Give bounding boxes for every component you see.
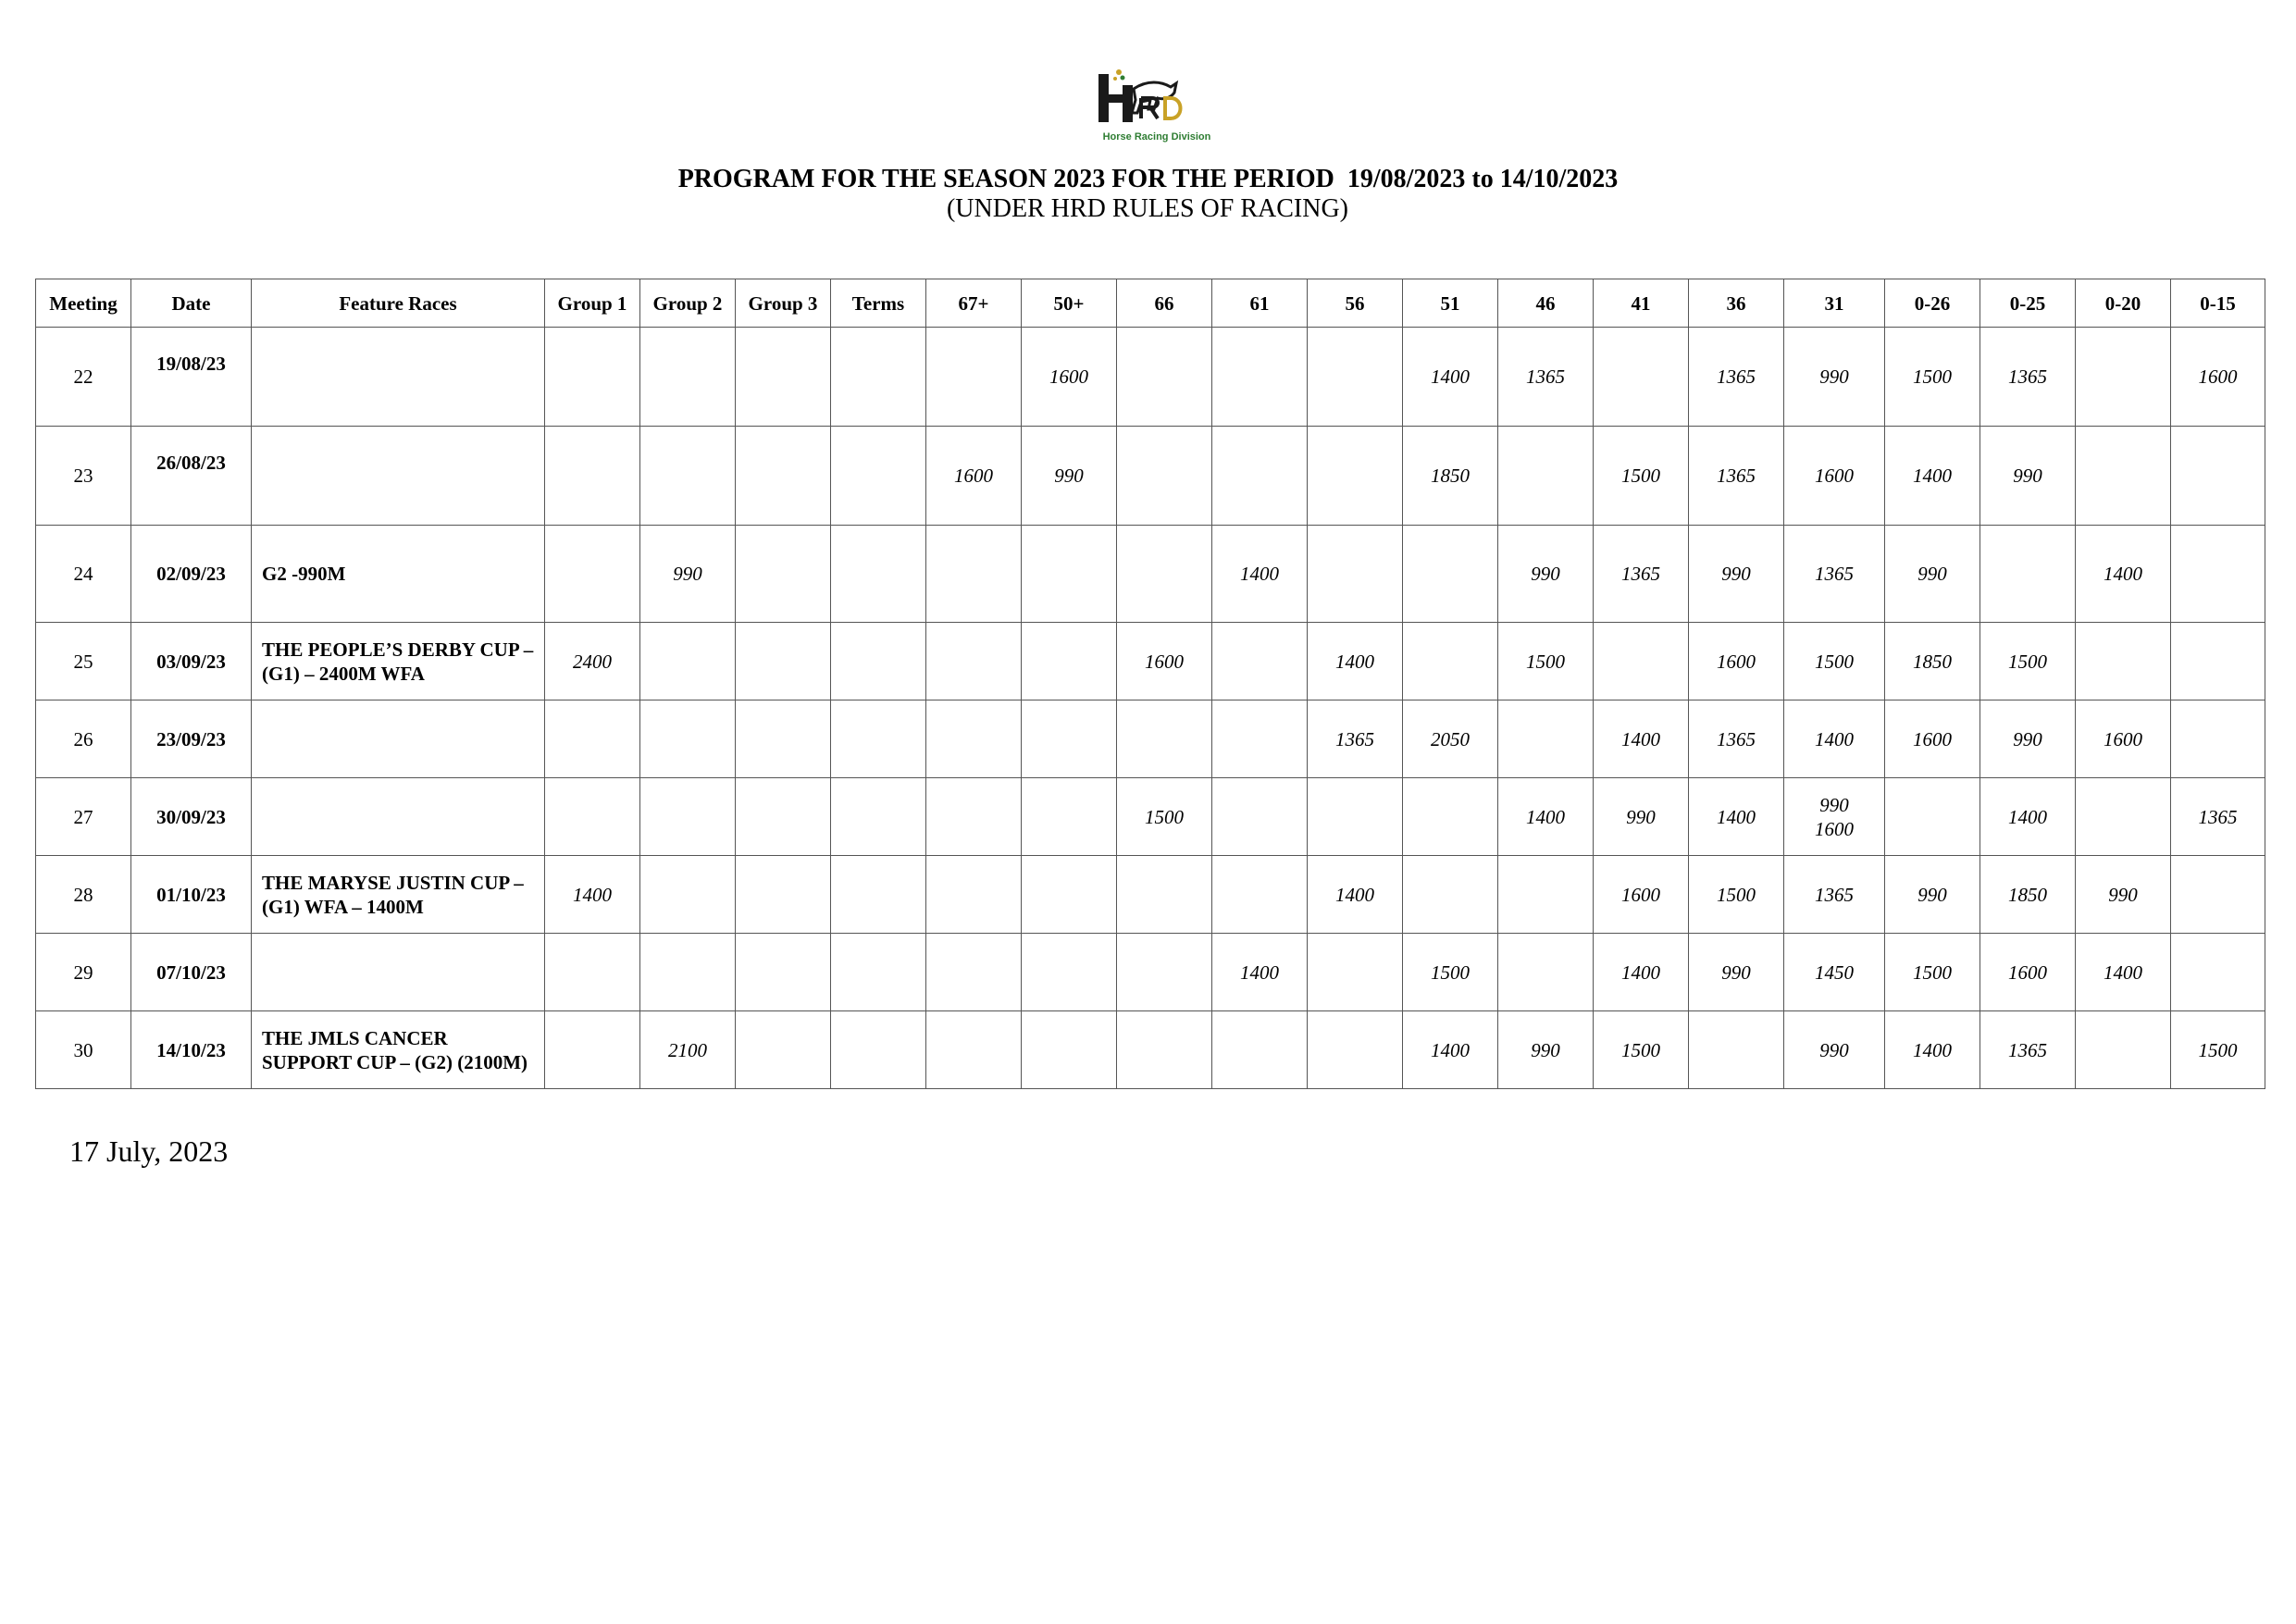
distance-cell <box>640 700 736 778</box>
logo-caption: Horse Racing Division <box>1102 131 1211 143</box>
distance-cell: 1500 <box>1980 623 2076 700</box>
distance-cell <box>831 328 926 427</box>
table-header-row <box>36 279 2265 328</box>
distance-cell: 1365 <box>2171 778 2265 856</box>
column-header: 51 <box>1403 279 1498 328</box>
distance-cell: 1850 <box>1980 856 2076 934</box>
distance-cell <box>736 526 831 623</box>
distance-cell <box>545 526 640 623</box>
distance-cell <box>1022 1011 1117 1089</box>
meeting-cell: 30 <box>36 1011 131 1089</box>
meeting-cell: 29 <box>36 934 131 1011</box>
distance-cell <box>831 1011 926 1089</box>
distance-cell: 1400 <box>1308 856 1403 934</box>
distance-cell: 1400 <box>1885 1011 1980 1089</box>
date-cell: 19/08/23 <box>131 328 252 427</box>
distance-cell: 990 <box>1885 526 1980 623</box>
distance-cell <box>1498 427 1594 526</box>
feature-race-cell: THE PEOPLE’S DERBY CUP – (G1) – 2400M WFA <box>252 623 545 700</box>
distance-cell <box>736 1011 831 1089</box>
race-program-table <box>35 279 2265 1089</box>
distance-cell: 1400 <box>545 856 640 934</box>
distance-cell: 1500 <box>1885 934 1980 1011</box>
column-header: 0-15 <box>2171 279 2265 328</box>
distance-cell <box>640 778 736 856</box>
distance-cell <box>926 526 1022 623</box>
distance-cell: 1850 <box>1403 427 1498 526</box>
distance-cell <box>831 427 926 526</box>
distance-cell <box>2171 427 2265 526</box>
distance-cell <box>926 328 1022 427</box>
distance-cell <box>545 328 640 427</box>
distance-cell: 1365 <box>1594 526 1689 623</box>
table-row <box>36 700 2265 778</box>
distance-cell: 1850 <box>1885 623 1980 700</box>
meeting-cell: 22 <box>36 328 131 427</box>
distance-cell <box>831 700 926 778</box>
table-row <box>36 1011 2265 1089</box>
table-row <box>36 856 2265 934</box>
date-cell: 23/09/23 <box>131 700 252 778</box>
distance-cell: 1365 <box>1980 328 2076 427</box>
column-header: Meeting <box>36 279 131 328</box>
column-header: 0-20 <box>2076 279 2171 328</box>
distance-cell: 1500 <box>1784 623 1885 700</box>
table-row <box>36 778 2265 856</box>
distance-cell: 990 1600 <box>1784 778 1885 856</box>
distance-cell: 990 <box>1980 427 2076 526</box>
distance-cell <box>1212 623 1308 700</box>
distance-cell <box>640 427 736 526</box>
distance-cell: 1365 <box>1980 1011 2076 1089</box>
distance-cell <box>831 934 926 1011</box>
date-cell: 26/08/23 <box>131 427 252 526</box>
distance-cell <box>1022 526 1117 623</box>
distance-cell <box>1117 934 1212 1011</box>
distance-cell: 1600 <box>2171 328 2265 427</box>
distance-cell <box>1594 623 1689 700</box>
distance-cell <box>736 427 831 526</box>
meeting-cell: 24 <box>36 526 131 623</box>
distance-cell: 1500 <box>1885 328 1980 427</box>
distance-cell: 990 <box>1498 1011 1594 1089</box>
distance-cell <box>545 934 640 1011</box>
distance-cell <box>1212 1011 1308 1089</box>
distance-cell <box>1212 427 1308 526</box>
distance-cell: 990 <box>1980 700 2076 778</box>
feature-race-cell <box>252 700 545 778</box>
distance-cell <box>545 778 640 856</box>
feature-race-cell: G2 -990M <box>252 526 545 623</box>
distance-cell <box>640 623 736 700</box>
distance-cell: 990 <box>1689 934 1784 1011</box>
distance-cell <box>1117 700 1212 778</box>
distance-cell <box>1403 856 1498 934</box>
column-header: 31 <box>1784 279 1885 328</box>
column-header: 61 <box>1212 279 1308 328</box>
distance-cell <box>1308 526 1403 623</box>
distance-cell <box>1022 778 1117 856</box>
distance-cell <box>1498 700 1594 778</box>
distance-cell: 990 <box>1689 526 1784 623</box>
distance-cell: 990 <box>1885 856 1980 934</box>
distance-cell <box>2171 934 2265 1011</box>
distance-cell: 1600 <box>1980 934 2076 1011</box>
distance-cell <box>1117 856 1212 934</box>
table-row <box>36 328 2265 427</box>
distance-cell: 1600 <box>1689 623 1784 700</box>
distance-cell: 2400 <box>545 623 640 700</box>
distance-cell: 1365 <box>1689 427 1784 526</box>
distance-cell <box>2076 328 2171 427</box>
column-header: 0-25 <box>1980 279 2076 328</box>
distance-cell: 1400 <box>2076 934 2171 1011</box>
distance-cell <box>736 700 831 778</box>
distance-cell <box>926 1011 1022 1089</box>
page-subtitle: (UNDER HRD RULES OF RACING) <box>946 194 1348 223</box>
column-header: Group 1 <box>545 279 640 328</box>
distance-cell: 1600 <box>1022 328 1117 427</box>
column-header: Group 3 <box>736 279 831 328</box>
distance-cell: 1500 <box>1117 778 1212 856</box>
distance-cell <box>1498 934 1594 1011</box>
distance-cell <box>1308 934 1403 1011</box>
column-header: 36 <box>1689 279 1784 328</box>
column-header: 50+ <box>1022 279 1117 328</box>
distance-cell <box>1117 526 1212 623</box>
column-header: 66 <box>1117 279 1212 328</box>
distance-cell: 1500 <box>1689 856 1784 934</box>
document-date: 17 July, 2023 <box>69 1134 229 1168</box>
table-row <box>36 526 2265 623</box>
column-header: 67+ <box>926 279 1022 328</box>
distance-cell: 1600 <box>1117 623 1212 700</box>
table-row <box>36 934 2265 1011</box>
distance-cell: 1500 <box>2171 1011 2265 1089</box>
distance-cell: 2100 <box>640 1011 736 1089</box>
feature-race-cell <box>252 427 545 526</box>
distance-cell <box>926 700 1022 778</box>
feature-race-cell: THE JMLS CANCER SUPPORT CUP – (G2) (2100M) <box>252 1011 545 1089</box>
distance-cell <box>736 328 831 427</box>
distance-cell <box>926 934 1022 1011</box>
distance-cell <box>640 934 736 1011</box>
distance-cell: 1600 <box>2076 700 2171 778</box>
column-header: 46 <box>1498 279 1594 328</box>
date-cell: 03/09/23 <box>131 623 252 700</box>
distance-cell <box>1594 328 1689 427</box>
distance-cell <box>1403 526 1498 623</box>
distance-cell <box>640 328 736 427</box>
distance-cell <box>831 856 926 934</box>
meeting-cell: 25 <box>36 623 131 700</box>
distance-cell: 1365 <box>1784 856 1885 934</box>
distance-cell <box>831 778 926 856</box>
feature-race-cell <box>252 778 545 856</box>
distance-cell: 1450 <box>1784 934 1885 1011</box>
date-cell: 02/09/23 <box>131 526 252 623</box>
feature-race-cell <box>252 328 545 427</box>
distance-cell: 1500 <box>1594 427 1689 526</box>
distance-cell: 990 <box>1022 427 1117 526</box>
distance-cell: 2050 <box>1403 700 1498 778</box>
meeting-cell: 26 <box>36 700 131 778</box>
distance-cell <box>2171 856 2265 934</box>
meeting-cell: 28 <box>36 856 131 934</box>
column-header: Feature Races <box>252 279 545 328</box>
table-row <box>36 623 2265 700</box>
distance-cell: 1600 <box>1885 700 1980 778</box>
distance-cell <box>1117 1011 1212 1089</box>
distance-cell <box>1308 778 1403 856</box>
distance-cell: 1600 <box>926 427 1022 526</box>
column-header: 0-26 <box>1885 279 1980 328</box>
distance-cell: 990 <box>1784 328 1885 427</box>
feature-race-cell: THE MARYSE JUSTIN CUP – (G1) WFA – 1400M <box>252 856 545 934</box>
distance-cell <box>736 934 831 1011</box>
distance-cell <box>1022 856 1117 934</box>
distance-cell <box>1212 778 1308 856</box>
feature-race-cell <box>252 934 545 1011</box>
distance-cell <box>640 856 736 934</box>
distance-cell <box>545 427 640 526</box>
distance-cell: 1400 <box>1498 778 1594 856</box>
distance-cell: 990 <box>2076 856 2171 934</box>
column-header: Terms <box>831 279 926 328</box>
distance-cell <box>1980 526 2076 623</box>
column-header: 41 <box>1594 279 1689 328</box>
distance-cell <box>926 623 1022 700</box>
distance-cell: 1500 <box>1403 934 1498 1011</box>
distance-cell <box>1117 328 1212 427</box>
distance-cell <box>545 1011 640 1089</box>
distance-cell: 1400 <box>1689 778 1784 856</box>
distance-cell: 1600 <box>1784 427 1885 526</box>
meeting-cell: 27 <box>36 778 131 856</box>
distance-cell <box>1212 700 1308 778</box>
distance-cell <box>1022 623 1117 700</box>
distance-cell: 1400 <box>1980 778 2076 856</box>
distance-cell: 1365 <box>1689 700 1784 778</box>
distance-cell: 1400 <box>1403 328 1498 427</box>
distance-cell: 990 <box>1594 778 1689 856</box>
distance-cell: 1400 <box>1308 623 1403 700</box>
distance-cell <box>736 623 831 700</box>
distance-cell <box>2076 623 2171 700</box>
distance-cell <box>2076 427 2171 526</box>
distance-cell <box>1403 623 1498 700</box>
distance-cell: 990 <box>640 526 736 623</box>
distance-cell <box>545 700 640 778</box>
distance-cell <box>2171 623 2265 700</box>
distance-cell <box>2076 778 2171 856</box>
column-header: Group 2 <box>640 279 736 328</box>
table-row <box>36 427 2265 526</box>
date-cell: 07/10/23 <box>131 934 252 1011</box>
distance-cell: 1400 <box>1594 934 1689 1011</box>
column-header: Date <box>131 279 252 328</box>
distance-cell: 1500 <box>1498 623 1594 700</box>
date-cell: 30/09/23 <box>131 778 252 856</box>
distance-cell: 1365 <box>1689 328 1784 427</box>
distance-cell <box>1117 427 1212 526</box>
distance-cell: 1400 <box>1212 526 1308 623</box>
distance-cell <box>1308 328 1403 427</box>
distance-cell <box>2171 700 2265 778</box>
distance-cell <box>1403 778 1498 856</box>
distance-cell: 1600 <box>1594 856 1689 934</box>
distance-cell <box>1212 856 1308 934</box>
distance-cell: 1365 <box>1784 526 1885 623</box>
table-body <box>36 328 2265 1089</box>
distance-cell: 1400 <box>1403 1011 1498 1089</box>
distance-cell: 1400 <box>1212 934 1308 1011</box>
distance-cell <box>1885 778 1980 856</box>
hrd-logo-mark <box>1097 67 1217 131</box>
distance-cell <box>1689 1011 1784 1089</box>
distance-cell <box>1212 328 1308 427</box>
distance-cell <box>736 778 831 856</box>
distance-cell <box>1498 856 1594 934</box>
distance-cell <box>831 526 926 623</box>
distance-cell: 1365 <box>1498 328 1594 427</box>
distance-cell: 990 <box>1498 526 1594 623</box>
distance-cell <box>1308 427 1403 526</box>
distance-cell <box>2076 1011 2171 1089</box>
distance-cell <box>926 856 1022 934</box>
distance-cell: 1365 <box>1308 700 1403 778</box>
distance-cell <box>1308 1011 1403 1089</box>
column-header: 56 <box>1308 279 1403 328</box>
distance-cell: 1400 <box>1594 700 1689 778</box>
distance-cell <box>1022 934 1117 1011</box>
page-title: PROGRAM FOR THE SEASON 2023 FOR THE PERIOD 19/08/2023 to 14/10/2023 <box>677 165 1619 193</box>
distance-cell <box>926 778 1022 856</box>
distance-cell <box>831 623 926 700</box>
distance-cell: 1400 <box>1885 427 1980 526</box>
distance-cell: 1400 <box>1784 700 1885 778</box>
date-cell: 01/10/23 <box>131 856 252 934</box>
distance-cell: 990 <box>1784 1011 1885 1089</box>
distance-cell: 1500 <box>1594 1011 1689 1089</box>
distance-cell <box>1022 700 1117 778</box>
distance-cell <box>736 856 831 934</box>
meeting-cell: 23 <box>36 427 131 526</box>
date-cell: 14/10/23 <box>131 1011 252 1089</box>
distance-cell <box>2171 526 2265 623</box>
distance-cell: 1400 <box>2076 526 2171 623</box>
